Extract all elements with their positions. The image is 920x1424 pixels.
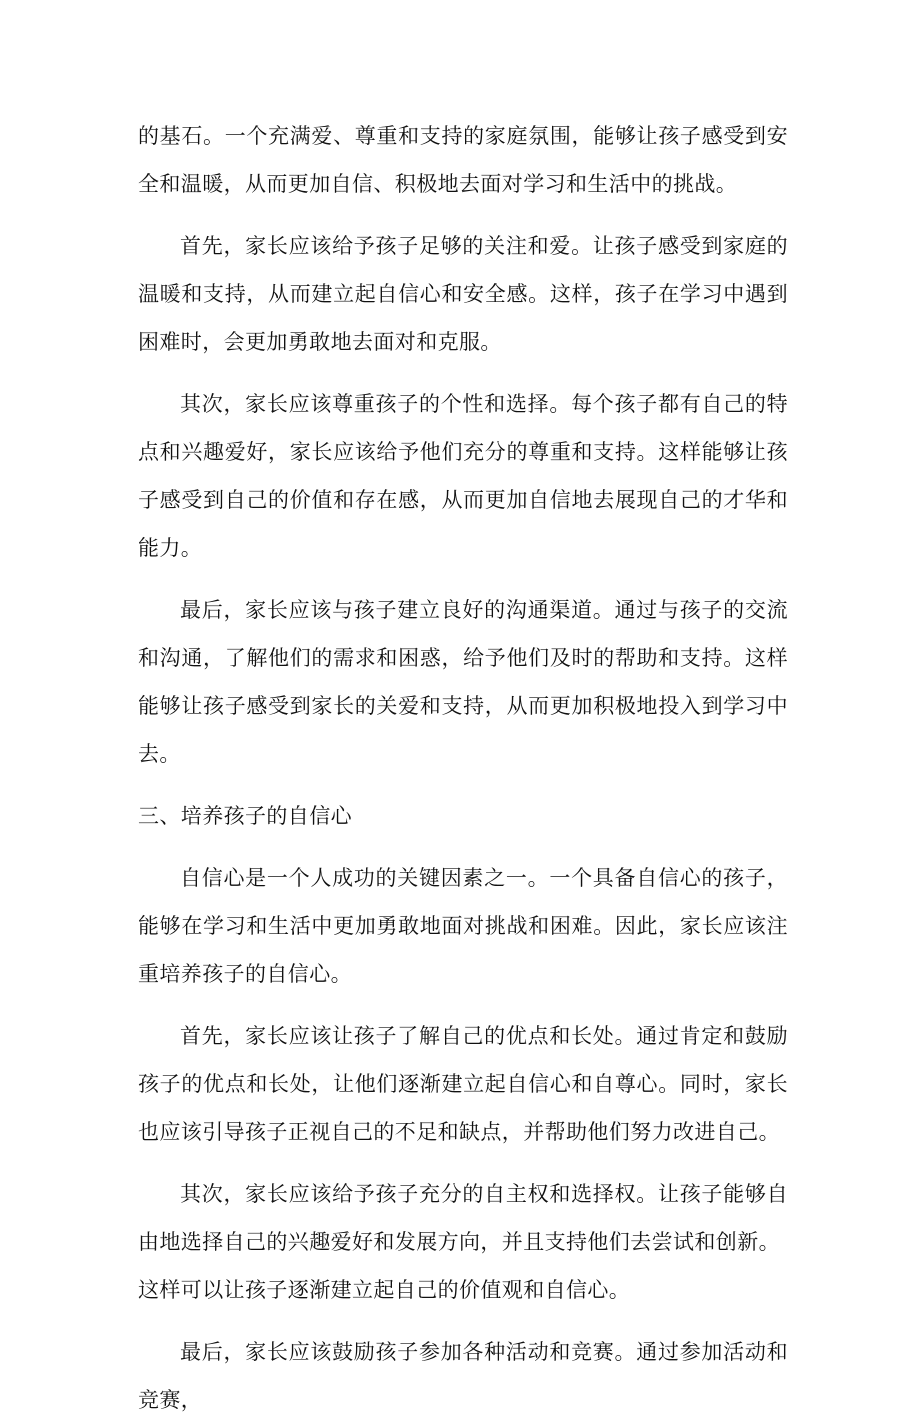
- paragraph-6: 首先，家长应该让孩子了解自己的优点和长处。通过肯定和鼓励孩子的优点和长处，让他们逐渐建立起自信心和自尊心。同时，家长也应该引导孩子正视自己的不足和缺点，并帮助他们努力改进自己。: [138, 1024, 788, 1144]
- section-heading: 三、培养孩子的自信心: [138, 804, 352, 828]
- paragraph-8: 这样可以让孩子逐渐建立起自己的价值观和自信心。: [138, 1278, 631, 1302]
- document-body: [138, 112, 788, 1424]
- paragraph-5: 自信心是一个人成功的关键因素之一。一个具备自信心的孩子，能够在学习和生活中更加勇敢地面对挑战和困难。因此，家长应该注重培养孩子的自信心。: [138, 866, 788, 986]
- paragraph-4: 最后，家长应该与孩子建立良好的沟通渠道。通过与孩子的交流和沟通，了解他们的需求和困惑，给予他们及时的帮助和支持。这样能够让孩子感受到家长的关爱和支持，从而更加积极地投入到学习中去。: [138, 598, 788, 766]
- paragraph-9: 最后，家长应该鼓励孩子参加各种活动和竞赛。通过参加活动和竞赛，: [138, 1340, 788, 1412]
- paragraph-7: 其次，家长应该给予孩子充分的自主权和选择权。让孩子能够自由地选择自己的兴趣爱好和发展方向，并且支持他们去尝试和创新。: [138, 1182, 788, 1254]
- paragraph-1: 的基石。一个充满爱、尊重和支持的家庭氛围，能够让孩子感受到安全和温暖，从而更加自信、积极地去面对学习和生活中的挑战。: [138, 124, 788, 196]
- paragraph-3: 其次，家长应该尊重孩子的个性和选择。每个孩子都有自己的特点和兴趣爱好，家长应该给予他们充分的尊重和支持。这样能够让孩子感受到自己的价值和存在感，从而更加自信地去展现自己的才华和能力。: [138, 392, 788, 560]
- paragraph-2: 首先，家长应该给予孩子足够的关注和爱。让孩子感受到家庭的温暖和支持，从而建立起自信心和安全感。这样，孩子在学习中遇到困难时，会更加勇敢地去面对和克服。: [138, 234, 788, 354]
